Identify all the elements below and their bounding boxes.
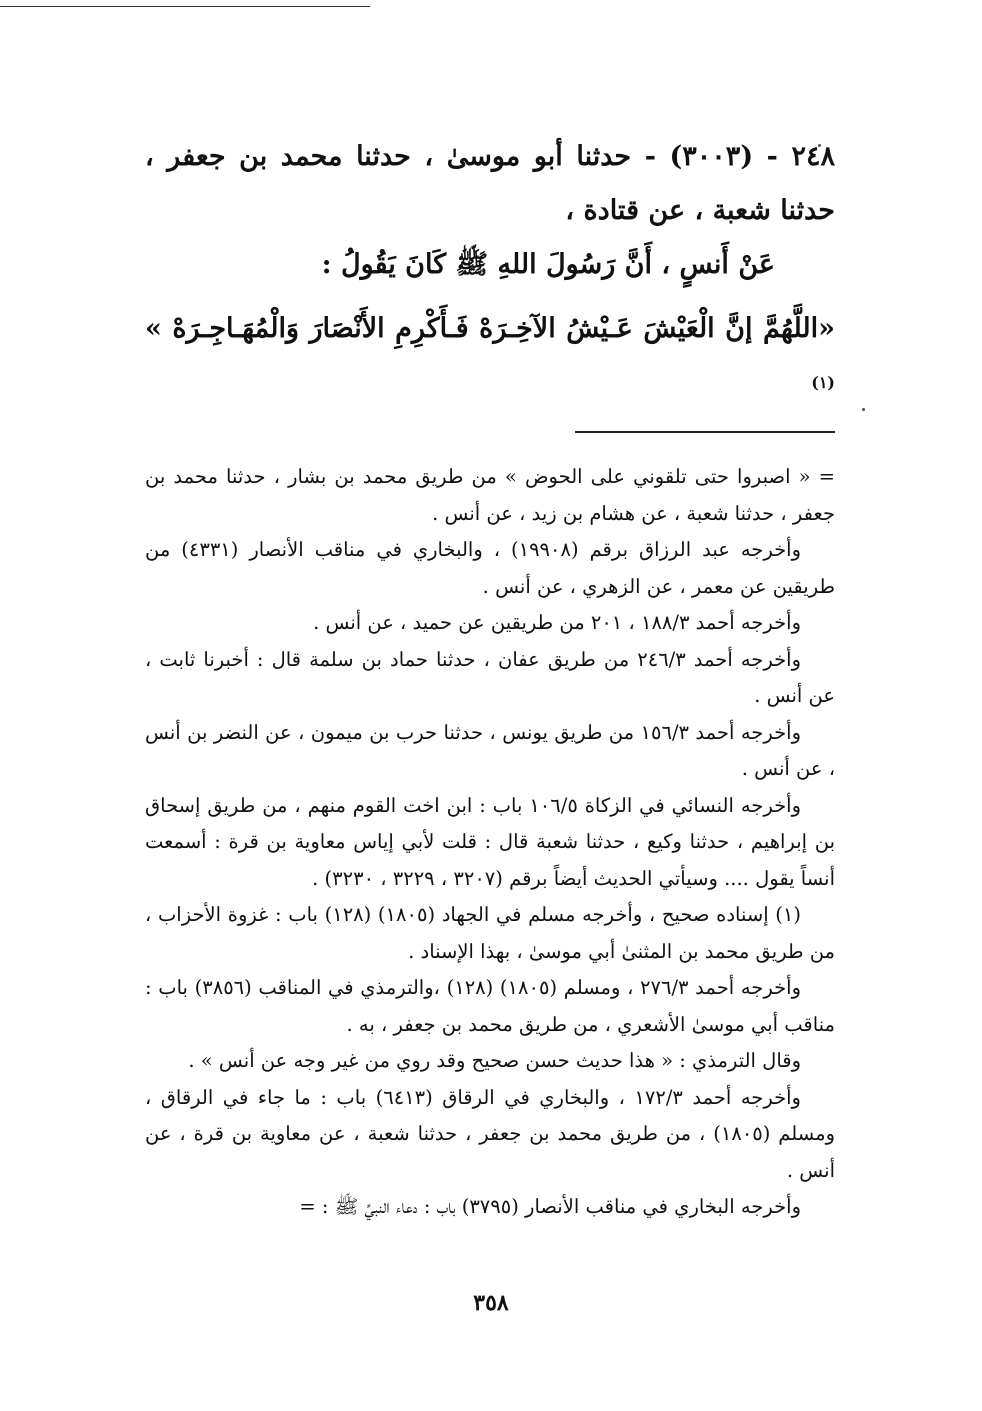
hadith-text: «اللَّهُمَّ إنَّ الْعَيْشَ عَـيْشُ الآخِـرَهْ فَـأَكْرِمِ الأَنْصَارَ وَالْمُهَـاجِـرَهْ » xyxy=(145,313,835,344)
page-body xyxy=(145,130,835,1226)
scan-speck xyxy=(862,408,865,411)
footnote-paragraph: = « اصبروا حتى تلقوني على الحوض » من طريق محمد بن بشار ، حدثنا محمد بن جعفر ، حدثنا شعبة ، عن هشام بن زيد ، عن أنس . xyxy=(145,465,835,525)
footnote-paragraph: وأخرجه أحمد ٢٤٦/٣ من طريق عفان ، حدثنا حماد بن سلمة قال : أخبرنا ثابت ، عن أنس . xyxy=(145,647,835,707)
footnotes xyxy=(145,459,835,1226)
hadith-block xyxy=(145,130,835,417)
page-number: ٣٥٨ xyxy=(473,1290,509,1316)
footnote-paragraph: وأخرجه النسائي في الزكاة ١٠٦/٥ باب : ابن اخت القوم منهم ، من طريق إسحاق بن إبراهيم ، حدثنا وكيع ، حدثنا شعبة قال : قلت لأبي إياس معاوية بن قرة : أسمعت أنساً يقول .... وسيأتي الحديث أيضاً برقم (٣٢٠٧ ، ٣٢٢٩ ، ٣٢٣٠) . xyxy=(145,793,835,890)
footnote-separator xyxy=(575,431,835,433)
footnote-paragraph: وأخرجه عبد الرزاق برقم (١٩٩٠٨) ، والبخاري في مناقب الأنصار (٤٣٣١) من طريقين عن معمر ، عن الزهري ، عن أنس . xyxy=(145,538,835,598)
hadith-chain-1: حدثنا أبو موسىٰ ، حدثنا محمد بن جعفر ، حدثنا شعبة ، عن قتادة ، xyxy=(145,141,835,226)
hadith-text-line xyxy=(145,302,835,417)
footnote-paragraph: (١) إسناده صحيح ، وأخرجه مسلم في الجهاد (١٨٠٥) (١٢٨) باب : غزوة الأحزاب ، من طريق محمد بن المثنىٰ أبي موسىٰ ، بهذا الإسناد . xyxy=(145,903,835,963)
hadith-chain: ٢٤٨ - (٣٠٠٣) - حدثنا أبو موسىٰ ، حدثنا محمد بن جعفر ، حدثنا شعبة ، عن قتادة ، xyxy=(145,141,835,226)
hadith-chain-2: عَنْ أَنسٍ ، أَنَّ رَسُولَ اللهِ ﷺ كَانَ يَقُولُ : xyxy=(321,249,775,280)
hadith-ref: (٣٠٠٣) xyxy=(669,141,754,172)
footnote-ref: (١) xyxy=(811,373,835,392)
hadith-number: ٢٤٨ xyxy=(791,141,835,172)
footnote-paragraph: وقال الترمذي : « هذا حديث حسن صحيح وقد روي من غير وجه عن أنس » . xyxy=(188,1049,801,1072)
footnote-paragraph: وأخرجه أحمد ١٨٨/٣ ، ٢٠١ من طريقين عن حميد ، عن أنس . xyxy=(313,611,801,634)
footnote-paragraph: وأخرجه البخاري في مناقب الأنصار (٣٧٩٥) باب : دعاء النبيِّ ﷺ : = xyxy=(299,1195,801,1218)
footnote-paragraph: وأخرجه أحمد ١٧٢/٣ ، والبخاري في الرقاق (٦٤١٣) باب : ما جاء في الرقاق ، ومسلم (١٨٠٥) ، من طريق محمد بن جعفر ، حدثنا شعبة ، عن معاوية بن قرة ، عن أنس . xyxy=(145,1085,835,1182)
footnote-paragraph: وأخرجه أحمد ١٥٦/٣ من طريق يونس ، حدثنا حرب بن ميمون ، عن النضر بن أنس ، عن أنس . xyxy=(145,720,835,780)
footnote-paragraph: وأخرجه أحمد ٢٧٦/٣ ، ومسلم (١٨٠٥) (١٢٨) ،والترمذي في المناقب (٣٨٥٦) باب : مناقب أبي موسىٰ الأشعري ، من طريق محمد بن جعفر ، به . xyxy=(145,976,835,1036)
top-rule xyxy=(0,6,370,7)
